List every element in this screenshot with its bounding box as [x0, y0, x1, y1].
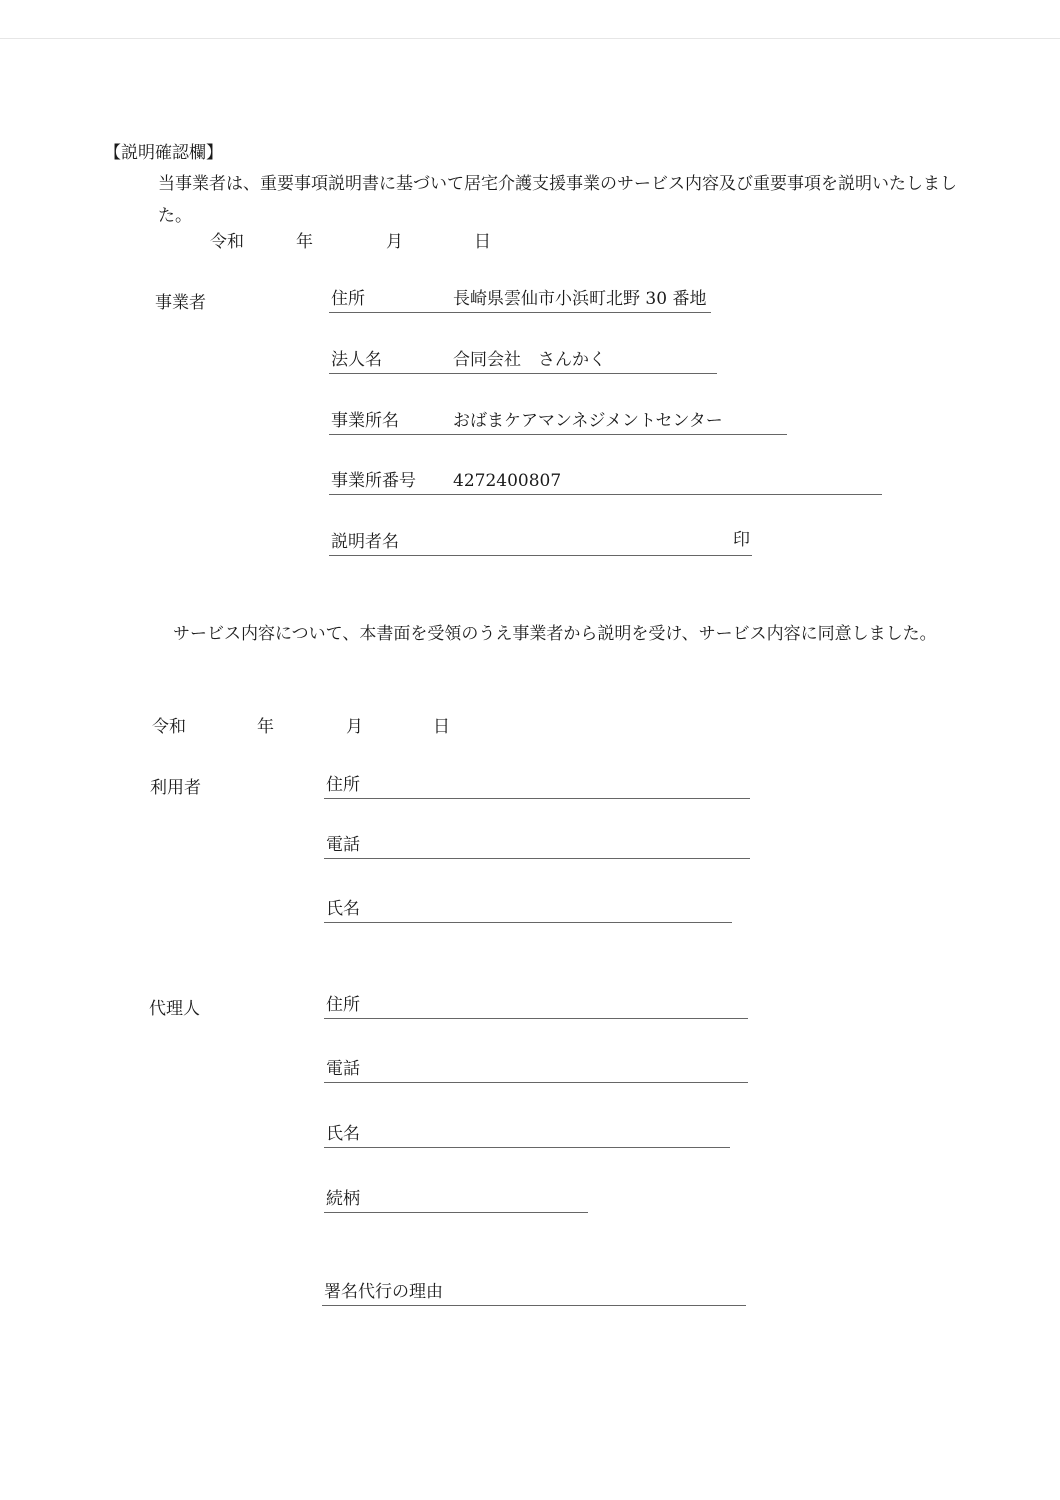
provider-corp-field [329, 351, 717, 374]
user-address-label: 住所 [326, 775, 360, 795]
seal-mark: 印 [733, 530, 750, 550]
agent-address-field[interactable] [324, 996, 748, 1019]
provider-corp-label: 法人名 [331, 350, 382, 370]
provider-address-field [329, 290, 711, 313]
explainer-name-field [329, 530, 752, 556]
date-1-year: 年 [296, 232, 313, 252]
agent-name-label: 氏名 [326, 1124, 360, 1144]
agent-phone-label: 電話 [326, 1059, 360, 1079]
agent-address-label: 住所 [326, 995, 360, 1015]
provider-corp-value: 合同会社 さんかく [453, 350, 606, 370]
provider-office-label: 事業所名 [331, 411, 399, 431]
explainer-name-label: 説明者名 [331, 532, 399, 552]
provider-office-number-value: 4272400807 [453, 471, 562, 491]
statement-paragraph: 当事業者は、重要事項説明書に基づいて居宅介護支援事業のサービス内容及び重要事項を説明いたしました。 [158, 174, 957, 226]
provider-address-value: 長崎県雲仙市小浜町北野 30 番地 [453, 289, 707, 309]
date-2-year: 年 [257, 717, 274, 737]
agent-relation-field[interactable] [324, 1190, 588, 1213]
proxy-signature-reason-field[interactable] [322, 1283, 746, 1306]
date-1-era: 令和 [210, 232, 244, 252]
user-address-field[interactable] [324, 776, 750, 799]
date-1-day: 日 [474, 232, 491, 252]
user-name-field[interactable] [324, 900, 732, 923]
date-1-month: 月 [386, 232, 403, 252]
user-name-label: 氏名 [326, 899, 360, 919]
provider-address-label: 住所 [331, 289, 365, 309]
user-heading: 利用者 [150, 778, 201, 798]
user-phone-label: 電話 [326, 835, 360, 855]
date-2-day: 日 [433, 717, 450, 737]
date-2-month: 月 [346, 717, 363, 737]
agent-phone-field[interactable] [324, 1060, 748, 1083]
date-2-era: 令和 [152, 717, 186, 737]
agent-heading: 代理人 [149, 999, 200, 1019]
consent-statement: サービス内容について、本書面を受領のうえ事業者から説明を受け、サービス内容に同意しました。 [173, 624, 937, 644]
provider-office-number-field [329, 472, 882, 495]
proxy-signature-reason-label: 署名代行の理由 [324, 1282, 443, 1302]
provider-office-field [329, 412, 787, 435]
agent-relation-label: 続柄 [326, 1189, 360, 1209]
agent-name-field[interactable] [324, 1125, 730, 1148]
top-edge-line [0, 38, 1060, 39]
section-title: 【説明確認欄】 [104, 143, 223, 163]
provider-office-number-label: 事業所番号 [331, 471, 416, 491]
provider-heading: 事業者 [155, 293, 206, 313]
user-phone-field[interactable] [324, 836, 750, 859]
provider-office-value: おばまケアマンネジメントセンター [453, 411, 723, 431]
